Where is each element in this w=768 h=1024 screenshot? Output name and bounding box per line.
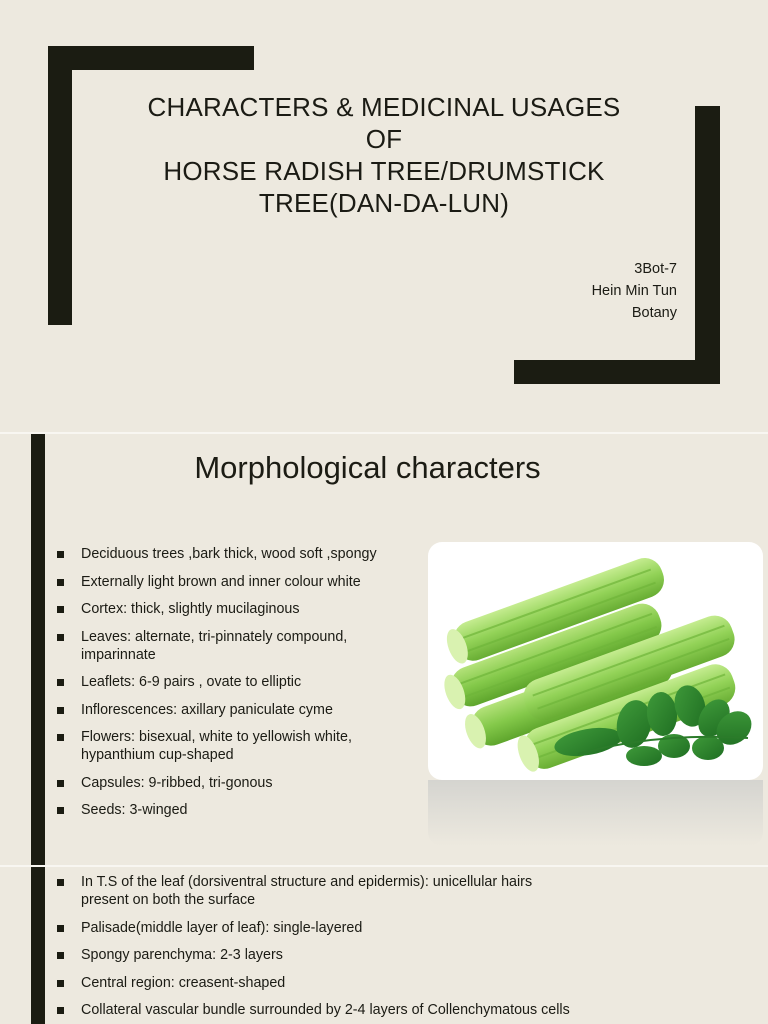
- list-item: Flowers: bisexual, white to yellowish white, hypanthium cup-shaped: [57, 728, 409, 764]
- title-slide: [0, 0, 768, 432]
- morphology-bullet-list: [57, 545, 409, 829]
- drumstick-pods-icon: [428, 542, 763, 780]
- photo-reflection: [428, 780, 763, 846]
- list-item: Collateral vascular bundle surrounded by 2-4 layers of Collenchymatous cells: [57, 1001, 577, 1019]
- list-item: Seeds: 3-winged: [57, 801, 409, 819]
- list-item: Deciduous trees ,bark thick, wood soft ,spongy: [57, 545, 409, 563]
- list-item: Leaflets: 6-9 pairs , ovate to elliptic: [57, 673, 409, 691]
- slide-heading: Morphological characters: [194, 450, 541, 485]
- frame-bar-top-left-horizontal: [48, 46, 254, 70]
- anatomy-bullet-list: [57, 873, 577, 1024]
- list-item: Cortex: thick, slightly mucilaginous: [57, 600, 409, 618]
- list-item: Inflorescences: axillary paniculate cyme: [57, 701, 409, 719]
- list-item: Central region: creasent-shaped: [57, 974, 577, 992]
- side-accent-bar: [31, 434, 45, 865]
- title-line: HORSE RADISH TREE/DRUMSTICK: [163, 156, 605, 186]
- list-item: Capsules: 9-ribbed, tri-gonous: [57, 774, 409, 792]
- slide-title: [100, 91, 668, 219]
- author-subject: Botany: [631, 305, 677, 321]
- author-class: 3Bot-7: [634, 261, 677, 277]
- frame-bar-top-left-vertical: [48, 46, 72, 325]
- anatomy-slide: [0, 867, 768, 1024]
- frame-bar-bottom-right-vertical: [695, 106, 720, 384]
- author-name: Hein Min Tun: [591, 283, 677, 299]
- list-item: Palisade(middle layer of leaf): single-layered: [57, 919, 577, 937]
- drumstick-photo: [428, 542, 763, 780]
- list-item: Spongy parenchyma: 2-3 layers: [57, 946, 577, 964]
- frame-bar-bottom-right-horizontal: [514, 360, 720, 384]
- side-accent-bar: [31, 867, 45, 1024]
- author-block: [592, 258, 677, 324]
- title-line: CHARACTERS & MEDICINAL USAGES: [147, 92, 621, 122]
- list-item: Externally light brown and inner colour white: [57, 573, 409, 591]
- title-line: OF: [365, 124, 403, 154]
- list-item: In T.S of the leaf (dorsiventral structure and epidermis): unicellular hairs present on both the surface: [57, 873, 577, 909]
- morphology-slide: [0, 434, 768, 865]
- list-item: Leaves: alternate, tri-pinnately compound, imparinnate: [57, 628, 409, 664]
- title-line: TREE(DAN-DA-LUN): [258, 188, 510, 218]
